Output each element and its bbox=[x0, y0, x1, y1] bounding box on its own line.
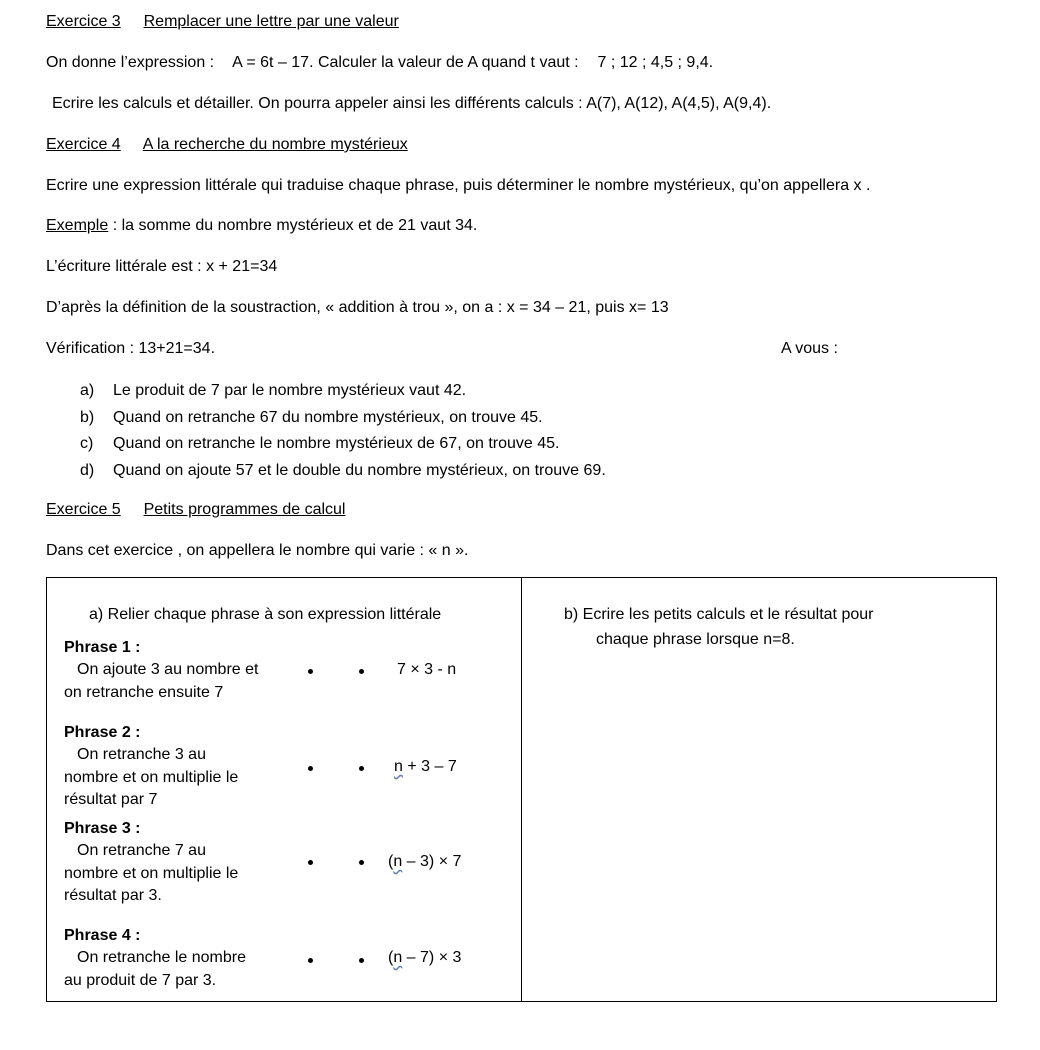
phrase2-dot[interactable] bbox=[308, 766, 313, 771]
phrase3-line1: On retranche 7 au bbox=[77, 842, 206, 859]
ex4-example-label: Exemple bbox=[46, 217, 109, 234]
ex3-heading bbox=[46, 12, 399, 32]
ex5-intro: Dans cet exercice , on appellera le nombre qui varie : « n ». bbox=[46, 542, 469, 559]
phrase1-title: Phrase 1 : bbox=[64, 639, 141, 656]
ex5-right-cell bbox=[522, 578, 997, 1002]
phrase3-line3: résultat par 3. bbox=[64, 887, 162, 904]
list-item: a) Le produit de 7 par le nombre mystérieux vaut 42. bbox=[80, 382, 467, 399]
ex4-items bbox=[80, 378, 606, 484]
ex3-title: Remplacer une lettre par une valeur bbox=[143, 13, 399, 30]
phrase4-title: Phrase 4 : bbox=[64, 927, 141, 944]
phrase4-line1: On retranche le nombre bbox=[77, 949, 246, 966]
ex5-left-cell bbox=[47, 578, 522, 1002]
ex3-line1 bbox=[46, 53, 713, 73]
expr4-dot[interactable] bbox=[359, 958, 364, 963]
phrase3-dot[interactable] bbox=[308, 860, 313, 865]
ex4-title: A la recherche du nombre mystérieux bbox=[142, 136, 408, 153]
ex5-table bbox=[46, 577, 997, 1002]
ex4-example bbox=[46, 216, 477, 236]
expr3: (n – 3) × 7 bbox=[388, 853, 462, 870]
ex4-example-text: : la somme du nombre mystérieux et de 21 vaut 34. bbox=[108, 217, 478, 234]
expr2: n + 3 – 7 bbox=[394, 758, 457, 775]
expr3-dot[interactable] bbox=[359, 860, 364, 865]
phrase3-line2: nombre et on multiplie le bbox=[64, 865, 239, 882]
expr4: (n – 7) × 3 bbox=[388, 949, 462, 966]
phrase3-title: Phrase 3 : bbox=[64, 820, 141, 837]
ex3-line1-c: 7 ; 12 ; 4,5 ; 9,4. bbox=[597, 54, 714, 71]
ex4-intro: Ecrire une expression littérale qui traduise chaque phrase, puis déterminer le nombre mystérieux, qu’on appellera x . bbox=[46, 177, 871, 194]
ex4-verification: Vérification : 13+21=34. bbox=[46, 340, 216, 357]
phrase2-title: Phrase 2 : bbox=[64, 724, 141, 741]
phrase4-dot[interactable] bbox=[308, 958, 313, 963]
ex5-title: Petits programmes de calcul bbox=[143, 501, 346, 518]
ex3-line2: Ecrire les calculs et détailler. On pourra appeler ainsi les différents calculs : A(7), A(12), A(4,5), A(9,4). bbox=[52, 95, 772, 112]
ex4-ecriture: L’écriture littérale est : x + 21=34 bbox=[46, 258, 278, 275]
ex4-definition: D’après la définition de la soustraction, « addition à trou », on a : x = 34 – 21, puis x= 13 bbox=[46, 299, 669, 316]
expr2-dot[interactable] bbox=[359, 766, 364, 771]
ex4-label: Exercice 4 bbox=[46, 136, 121, 153]
phrase2-line3: résultat par 7 bbox=[64, 791, 158, 808]
phrase4-line2: au produit de 7 par 3. bbox=[64, 972, 217, 989]
list-item: b) Quand on retranche 67 du nombre mystérieux, on trouve 45. bbox=[80, 408, 543, 426]
ex5-part-b-line1: b) Ecrire les petits calculs et le résultat pour bbox=[564, 606, 874, 623]
ex3-line1-b: A = 6t – 17. Calculer la valeur de A quand t vaut : bbox=[232, 54, 579, 71]
phrase2-line1: On retranche 3 au bbox=[77, 746, 206, 763]
ex4-a-vous: A vous : bbox=[781, 340, 838, 357]
list-item: d) Quand on ajoute 57 et le double du nombre mystérieux, on trouve 69. bbox=[80, 461, 606, 479]
ex3-label: Exercice 3 bbox=[46, 13, 121, 30]
ex5-label: Exercice 5 bbox=[46, 501, 121, 518]
ex5-heading bbox=[46, 500, 345, 520]
phrase2-line2: nombre et on multiplie le bbox=[64, 769, 239, 786]
phrase1-line2: on retranche ensuite 7 bbox=[64, 684, 224, 701]
ex5-part-a: a) Relier chaque phrase à son expression littérale bbox=[89, 606, 442, 623]
ex4-heading bbox=[46, 135, 408, 155]
list-item: c) Quand on retranche le nombre mystérieux de 67, on trouve 45. bbox=[80, 435, 560, 452]
ex3-line1-a: On donne l’expression : bbox=[46, 54, 215, 71]
expr1: 7 × 3 - n bbox=[397, 661, 457, 678]
phrase1-dot[interactable] bbox=[308, 669, 313, 674]
phrase1-line1: On ajoute 3 au nombre et bbox=[77, 661, 259, 678]
expr1-dot[interactable] bbox=[359, 669, 364, 674]
ex5-part-b-line2: chaque phrase lorsque n=8. bbox=[596, 631, 795, 648]
